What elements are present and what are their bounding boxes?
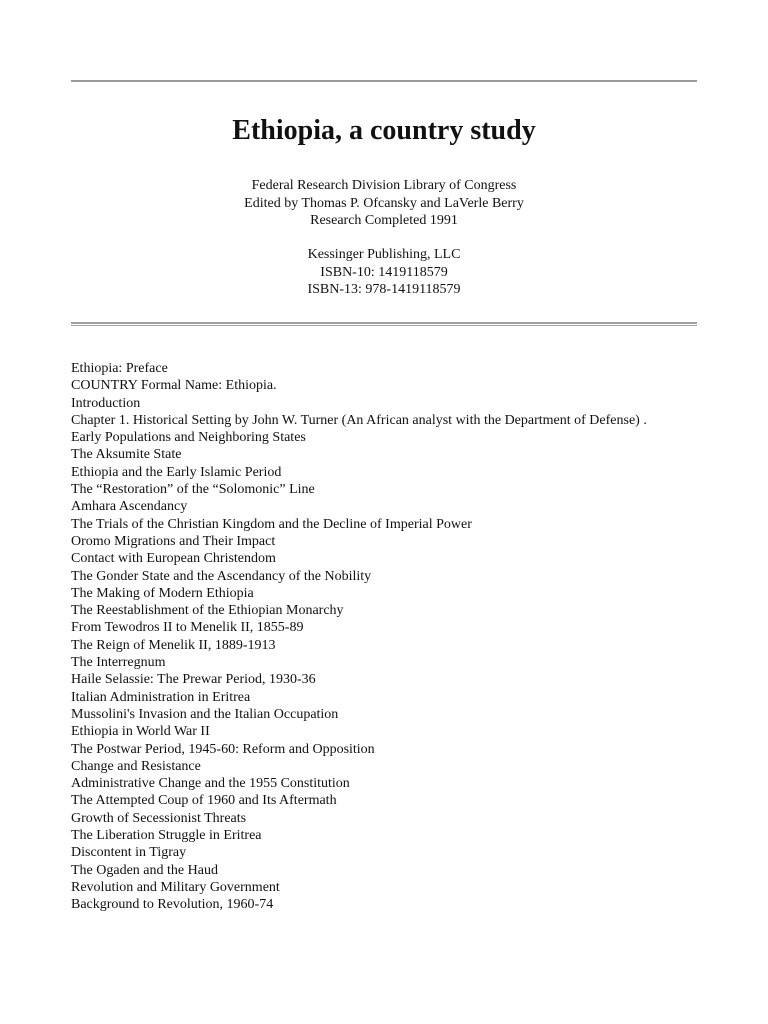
toc-entry: The Attempted Coup of 1960 and Its Aftermath — [71, 793, 337, 809]
toc-entry: Contact with European Christendom — [71, 551, 276, 567]
toc-entry: Discontent in Tigray — [71, 845, 187, 861]
editors-line: Edited by Thomas P. Ofcansky and LaVerle Berry — [244, 195, 524, 211]
toc-entry: Ethiopia and the Early Islamic Period — [71, 464, 282, 480]
toc-entry: The Gonder State and the Ascendancy of the Nobility — [71, 568, 372, 584]
toc-entry: Change and Resistance — [71, 758, 201, 774]
toc-entry: Administrative Change and the 1955 Constitution — [71, 776, 350, 792]
toc-entry: The “Restoration” of the “Solomonic” Line — [71, 482, 315, 498]
toc-entry: Haile Selassie: The Prewar Period, 1930-36 — [71, 672, 316, 688]
toc-entry: The Postwar Period, 1945-60: Reform and Opposition — [71, 741, 375, 757]
toc-entry: Italian Administration in Eritrea — [71, 689, 251, 705]
toc-entry: The Trials of the Christian Kingdom and the Decline of Imperial Power — [71, 516, 472, 532]
toc-entry: Ethiopia in World War II — [71, 724, 210, 740]
isbn10-line: ISBN-10: 1419118579 — [320, 264, 448, 280]
printer-line: Kessinger Publishing, LLC — [307, 247, 461, 262]
toc-entry: The Liberation Struggle in Eritrea — [71, 828, 262, 844]
double-divider — [71, 322, 697, 326]
research-date-line: Research Completed 1991 — [310, 213, 458, 228]
toc-entry: Background to Revolution, 1960-74 — [71, 897, 274, 913]
toc-entry: Amhara Ascendancy — [71, 499, 188, 515]
toc-entry: The Reestablishment of the Ethiopian Monarchy — [71, 603, 344, 619]
toc-entry: The Ogaden and the Haud — [71, 862, 218, 878]
table-of-contents — [71, 360, 711, 914]
toc-entry: Oromo Migrations and Their Impact — [71, 533, 276, 549]
toc-entry: Mussolini's Invasion and the Italian Occupation — [71, 706, 339, 722]
isbn-info — [0, 246, 768, 299]
toc-entry: Ethiopia: Preface — [71, 361, 168, 376]
toc-entry: Revolution and Military Government — [71, 879, 280, 895]
toc-entry: Growth of Secessionist Threats — [71, 810, 247, 826]
toc-entry: The Reign of Menelik II, 1889-1913 — [71, 637, 276, 653]
toc-entry: Early Populations and Neighboring States — [71, 430, 306, 446]
publication-info — [0, 177, 768, 230]
publisher-line: Federal Research Division Library of Congress — [251, 178, 517, 193]
toc-entry: Introduction — [71, 395, 141, 411]
toc-entry: The Making of Modern Ethiopia — [71, 585, 254, 601]
document-title: Ethiopia, a country study — [232, 115, 536, 146]
toc-entry: The Interregnum — [71, 655, 166, 671]
top-divider — [71, 80, 697, 82]
toc-entry: The Aksumite State — [71, 447, 182, 463]
toc-entry: COUNTRY Formal Name: Ethiopia. — [71, 378, 277, 394]
toc-entry: Chapter 1. Historical Setting by John W. Turner (An African analyst with the Department of Defense) . — [71, 412, 647, 428]
toc-entry: From Tewodros II to Menelik II, 1855-89 — [71, 620, 304, 636]
isbn13-line: ISBN-13: 978-1419118579 — [307, 282, 461, 297]
